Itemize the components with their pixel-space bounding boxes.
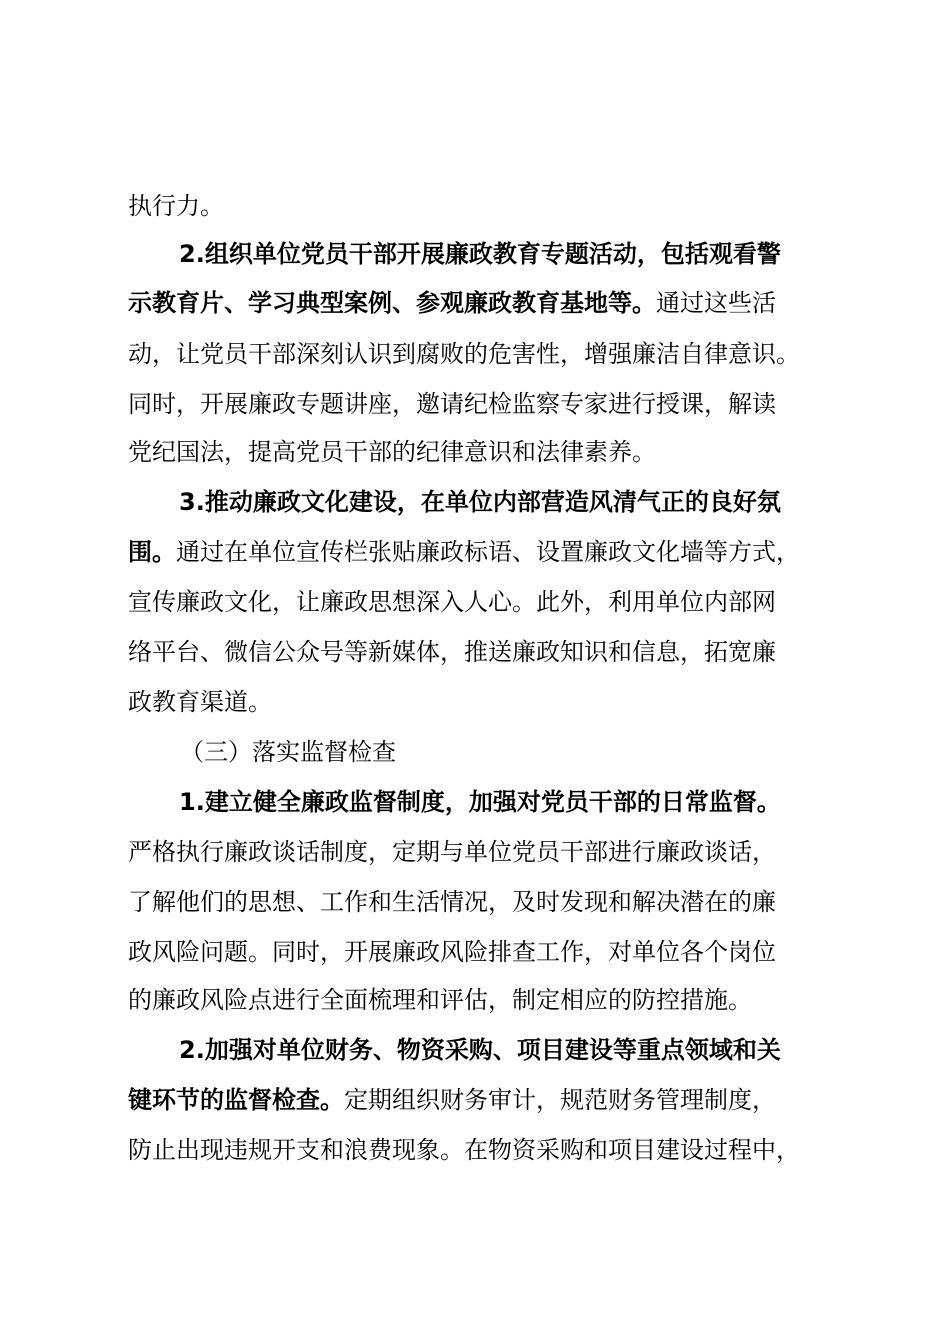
- bold-lead-line: [179, 238, 781, 270]
- text-run: 定期组织财务审计，规范财务管理制度，: [344, 1086, 776, 1114]
- text-line: [128, 836, 776, 868]
- text-line: [128, 984, 752, 1016]
- text-line: [128, 636, 776, 668]
- text-line: [128, 536, 800, 568]
- text-run: 党纪国法，提高党员干部的纪律意识和法律素养。: [128, 438, 656, 466]
- text-line: [128, 1134, 800, 1166]
- section-heading: [180, 736, 396, 768]
- text-run: 络平台、微信公众号等新媒体，推送廉政知识和信息，拓宽廉: [128, 638, 776, 666]
- text-run: 执行力。: [128, 192, 224, 220]
- text-line: [128, 936, 776, 968]
- bold-text-run: 围。: [128, 538, 176, 566]
- text-line: [128, 190, 224, 222]
- text-run: 宣传廉政文化，让廉政思想深入人心。此外，利用单位内部网: [128, 588, 776, 616]
- text-line: [128, 338, 800, 370]
- bold-lead-line: [179, 786, 781, 818]
- bold-text-run: 2.加强对单位财务、物资采购、项目建设等重点领域和关: [179, 1036, 781, 1064]
- bold-text-run: 1.建立健全廉政监督制度，加强对党员干部的日常监督。: [179, 788, 781, 816]
- text-run: 通过这些活: [656, 289, 776, 317]
- text-run: 政教育渠道。: [128, 688, 272, 716]
- text-line: [128, 686, 272, 718]
- text-run: 通过在单位宣传栏张贴廉政标语、设置廉政文化墙等方式，: [176, 538, 800, 566]
- bold-lead-line: [179, 486, 781, 518]
- bold-text-run: 3.推动廉政文化建设，在单位内部营造风清气正的良好氛: [179, 488, 781, 516]
- text-line: [128, 586, 776, 618]
- text-run: 的廉政风险点进行全面梳理和评估，制定相应的防控措施。: [128, 986, 752, 1014]
- text-run: 同时，开展廉政专题讲座，邀请纪检监察专家进行授课，解读: [128, 390, 776, 418]
- bold-text-run: 示教育片、学习典型案例、参观廉政教育基地等。: [128, 289, 656, 317]
- bold-text-run: 2.组织单位党员干部开展廉政教育专题活动，包括观看警: [179, 240, 781, 268]
- text-run: 政风险问题。同时，开展廉政风险排查工作，对单位各个岗位: [128, 938, 776, 966]
- text-run: 防止出现违规开支和浪费现象。在物资采购和项目建设过程中，: [128, 1136, 800, 1164]
- text-run: 了解他们的思想、工作和生活情况，及时发现和解决潜在的廉: [128, 888, 776, 916]
- text-run: 动，让党员干部深刻认识到腐败的危害性，增强廉洁自律意识。: [128, 340, 800, 368]
- section-heading-text: （三）落实监督检查: [180, 738, 396, 766]
- text-run: 严格执行廉政谈话制度，定期与单位党员干部进行廉政谈话，: [128, 838, 776, 866]
- text-line: [128, 1084, 776, 1116]
- bold-lead-line: [179, 1034, 781, 1066]
- text-line: [128, 886, 776, 918]
- text-line: [128, 436, 656, 468]
- bold-text-run: 键环节的监督检查。: [128, 1086, 344, 1114]
- text-line: [128, 287, 776, 319]
- text-line: [128, 388, 776, 420]
